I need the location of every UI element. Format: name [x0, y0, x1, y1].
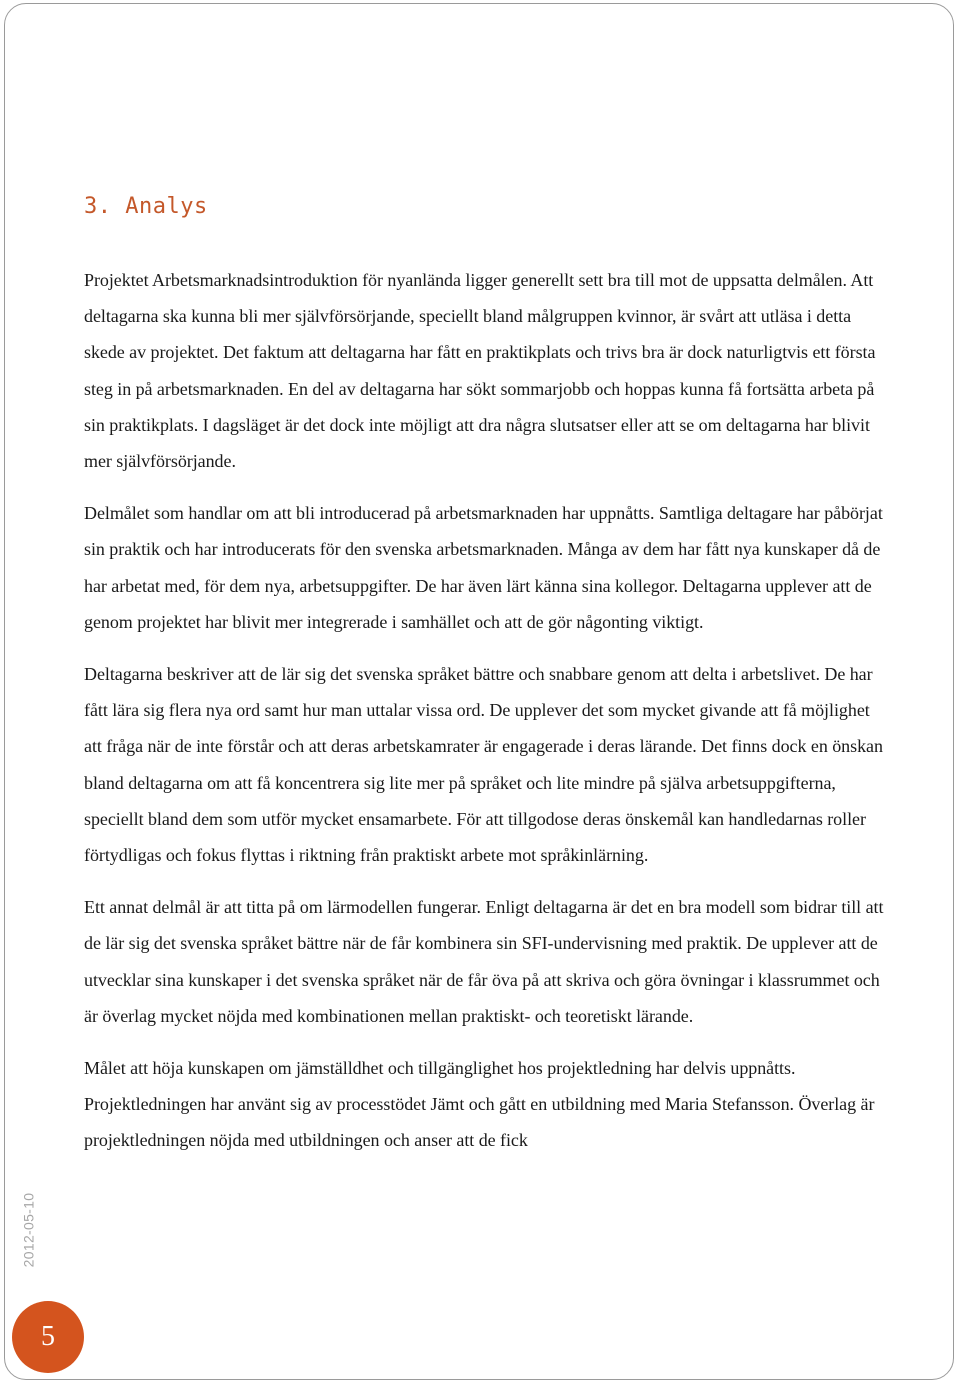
footer-date-text: 2012-05-10: [20, 1192, 36, 1268]
body-text: [84, 262, 884, 1175]
paragraph-1: Projektet Arbetsmarknadsintroduktion för nyanlända ligger generellt sett bra till mot de uppsatta delmålen. Att deltagarna ska kunna bli mer självförsörjande, speciellt bland målgruppen kvinnor, är svårt att utläsa i detta skede av projektet. Det faktum att deltagarna har fått en praktikplats och trivs bra är dock naturligtvis ett första steg in på arbetsmarknaden. En del av deltagarna har sökt sommarjobb och hoppas kunna få fortsätta arbeta på sin praktikplats. I dagsläget är det dock inte möjligt att dra några slutsatser eller att se om deltagarna har blivit mer självförsörjande.: [84, 270, 876, 472]
paragraph-3: Deltagarna beskriver att de lär sig det svenska språket bättre och snabbare genom att delta i arbetslivet. De har fått lära sig flera nya ord samt hur man uttalar vissa ord. De upplever det som mycket givande att få möjlighet att fråga när de inte förstår och att deras arbetskamrater är engagerade i deras lärande. Det finns dock en önskan bland deltagarna om att få koncentrera sig lite mer på språket och lite mindre på själva arbetsuppgifterna, speciellt bland dem som utför mycket ensamarbete. För att tillgodose deras önskemål kan handledarnas roller förtydligas och fokus flyttas i riktning från praktiskt arbete mot språkinlärning.: [84, 664, 883, 866]
page-number: 5: [41, 1321, 55, 1352]
paragraph-4: Ett annat delmål är att titta på om lärmodellen fungerar. Enligt deltagarna är det en bra modell som bidrar till att de lär sig det svenska språket bättre när de får kombinera sin SFI-undervisning med praktik. De upplever att de utvecklar sina kunskaper i det svenska språket när de får öva på att skriva och göra övningar i klassrummet och är överlag mycket nöjda med kombinationen mellan praktiskt- och teoretiskt lärande.: [84, 897, 884, 1026]
paragraph-5: Målet att höja kunskapen om jämställdhet och tillgänglighet hos projektledning har delvis uppnåtts. Projektledningen har använt sig av processtödet Jämt och gått en utbildning med Maria Stefansson. Överlag är projektledningen nöjda med utbildningen och anser att de fick: [84, 1058, 875, 1151]
section-heading: 3. Analys: [84, 194, 208, 219]
footer-date: [16, 1180, 40, 1280]
page-number-badge: [12, 1301, 84, 1373]
paragraph-2: Delmålet som handlar om att bli introducerad på arbetsmarknaden har uppnåtts. Samtliga deltagare har påbörjat sin praktik och har introducerats för den svenska arbetsmarknaden. Många av dem har fått nya kunskaper då de har arbetat med, för dem nya, arbetsuppgifter. De har även lärt känna sina kollegor. Deltagarna upplever att de genom projektet har blivit mer integrerade i samhället och att de gör någonting viktigt.: [84, 503, 883, 632]
